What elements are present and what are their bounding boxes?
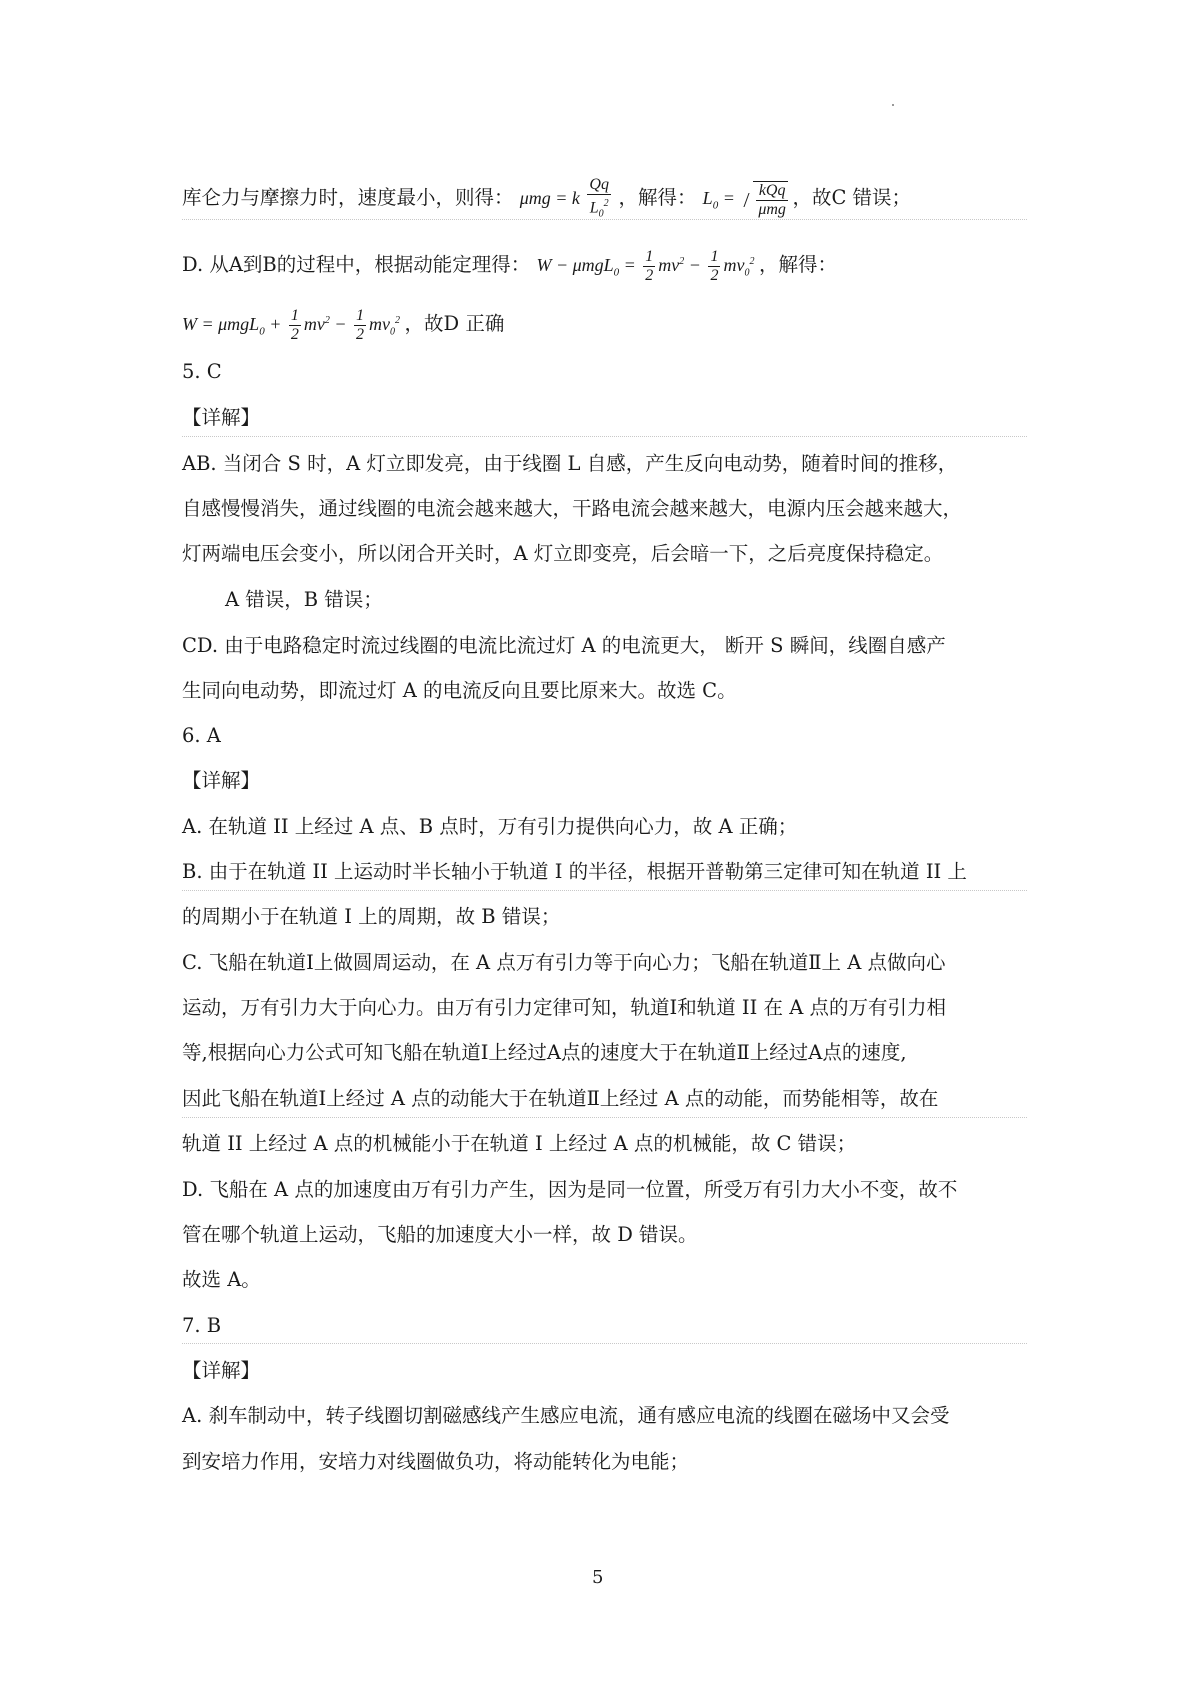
- paragraph-line: B. 由于在轨道 II 上运动时半长轴小于轨道 I 的半径，根据开普勒第三定律可知在轨道 II 上: [182, 860, 967, 883]
- paragraph-line: AB. 当闭合 S 时，A 灯立即发亮，由于线圈 L 自感，产生反向电动势，随着时间的推移，: [182, 452, 958, 475]
- detail-heading-7: 【详解】: [182, 1359, 261, 1382]
- paragraph-line: 灯两端电压会变小，所以闭合开关时，A 灯立即变亮，后会暗一下，之后亮度保持稳定。: [182, 542, 944, 565]
- paragraph-line: 故选 A。: [182, 1268, 261, 1291]
- formula-work-energy: W − μmgL$_0$ = $\frac{1}{2}$ $mv^2$ − $\frac{1}{2}$ $mv_0^2$: [536, 248, 755, 285]
- text-segment: 库仑力与摩擦力时，速度最小，则得：: [182, 185, 514, 209]
- formula-work-result: W = μmgL$_0$ + $\frac{1}{2}$ $mv^2$ − $\frac{1}{2}$ $mv_0^2$: [182, 307, 400, 344]
- paragraph-line: A. 刹车制动中，转子线圈切割磁感线产生感应电流，通有感应电流的线圈在磁场中又会受: [182, 1404, 950, 1427]
- paragraph-line: A. 在轨道 II 上经过 A 点、B 点时，万有引力提供向心力，故 A 正确；: [182, 815, 798, 838]
- paragraph-line: 管在哪个轨道上运动，飞船的加速度大小一样，故 D 错误。: [182, 1223, 698, 1246]
- text-segment: ，故C 错误；: [792, 185, 912, 209]
- text-line-1: [182, 176, 911, 224]
- paragraph-line: 生同向电动势，即流过灯 A 的电流反向且要比原来大。故选 C。: [182, 679, 737, 702]
- paragraph-line: 的周期小于在轨道 I 上的周期，故 B 错误；: [182, 905, 561, 928]
- detail-heading-5: 【详解】: [182, 406, 261, 429]
- text-segment: ，解得：: [758, 253, 837, 276]
- text-segment: ，解得：: [618, 185, 697, 209]
- detail-heading-6: 【详解】: [182, 769, 261, 792]
- paragraph-line: 到安培力作用，安培力对线圈做负功，将动能转化为电能；: [182, 1450, 690, 1473]
- text-segment: ，故D 正确: [404, 312, 505, 335]
- question-5-answer: 5. C: [182, 360, 222, 383]
- dotted-divider: [182, 1343, 1027, 1344]
- dotted-divider: [182, 219, 1027, 220]
- paragraph-line: D. 飞船在 A 点的加速度由万有引力产生，因为是同一位置，所受万有引力大小不变，故不: [182, 1178, 958, 1201]
- dotted-divider: [182, 1117, 1027, 1118]
- text-line-2: [182, 248, 837, 288]
- formula-l0: $L_0$ = $\frac{\text{kQq}}{\text{μmg}}$: [702, 181, 786, 218]
- paragraph-line: CD. 由于电路稳定时流过线圈的电流比流过灯 A 的电流更大， 断开 S 瞬间，线圈自感产: [182, 634, 946, 657]
- dotted-divider: [182, 890, 1027, 891]
- paragraph-line: A 错误，B 错误；: [225, 588, 383, 611]
- question-6-answer: 6. A: [182, 724, 221, 747]
- question-7-answer: 7. B: [182, 1314, 222, 1337]
- paragraph-line: 等,根据向心力公式可知飞船在轨道Ⅰ上经过A点的速度大于在轨道Ⅱ上经过A点的速度,: [182, 1041, 907, 1064]
- formula-coulomb-friction: μmg = k $\frac{Qq}{L_0^2}$: [519, 176, 609, 220]
- dotted-divider: [182, 436, 1027, 437]
- text-segment: D. 从A到B的过程中，根据动能定理得：: [182, 253, 531, 276]
- text-line-3: [182, 307, 504, 347]
- paragraph-line: 轨道 II 上经过 A 点的机械能小于在轨道 I 上经过 A 点的机械能，故 C 错误；: [182, 1132, 857, 1155]
- paragraph-line: 运动，万有引力大于向心力。由万有引力定律可知，轨道Ⅰ和轨道 II 在 A 点的万有引力相: [182, 996, 946, 1019]
- paragraph-line: C. 飞船在轨道Ⅰ上做圆周运动，在 A 点万有引力等于向心力；飞船在轨道Ⅱ上 A 点做向心: [182, 951, 946, 974]
- page-number: 5: [592, 1567, 604, 1588]
- paragraph-line: 自感慢慢消失，通过线圈的电流会越来越大，干路电流会越来越大，电源内压会越来越大，: [182, 497, 963, 520]
- paragraph-line: 因此飞船在轨道Ⅰ上经过 A 点的动能大于在轨道Ⅱ上经过 A 点的动能，而势能相等，故在: [182, 1087, 939, 1110]
- scan-speck: [892, 104, 894, 106]
